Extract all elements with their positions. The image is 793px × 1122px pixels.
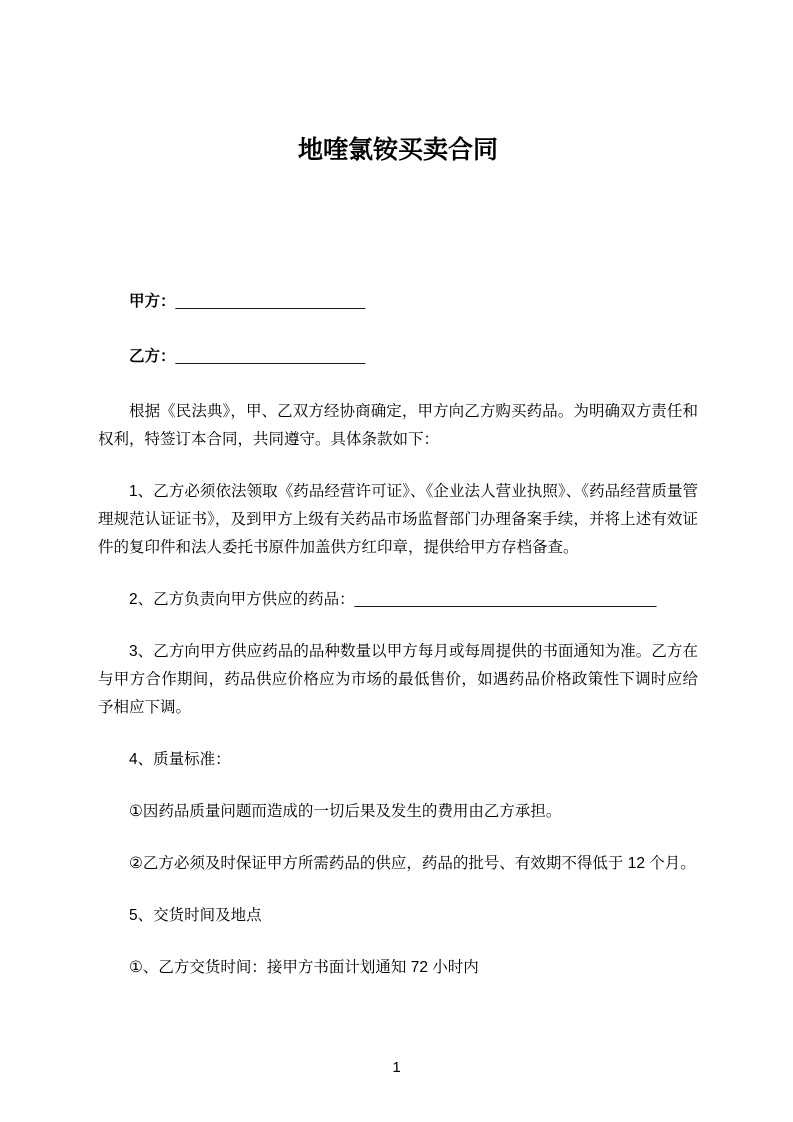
paragraph-clause-1: 1、乙方必须依法领取《药品经营许可证》、《企业法人营业执照》、《药品经营质量管理规范认证证书》，及到甲方上级有关药品市场监督部门办理备案手续，并将上述有效证件的复印件和法人委托书原件加盖供方红印章，提供给甲方存档备查。: [98, 483, 698, 556]
paragraph-clause-5: 5、交货时间及地点: [129, 907, 262, 924]
clause-2-blank: ___________________________________: [354, 591, 657, 608]
party-b-label: 乙方：: [129, 348, 176, 365]
paragraph-clause-4-item-2: ②乙方必须及时保证甲方所需药品的供应，药品的批号、有效期不得低于 12 个月。: [129, 855, 696, 872]
paragraph-clause-4: 4、质量标准：: [129, 751, 231, 768]
party-a-label: 甲方：: [129, 293, 176, 310]
page-number: 1: [392, 1059, 401, 1076]
clause-2-label: 2、乙方负责向甲方供应的药品：: [129, 591, 355, 608]
paragraph-intro: 根据《民法典》，甲、乙双方经协商确定，甲方向乙方购买药品。为明确双方责任和权利，特签订本合同，共同遵守。具体条款如下：: [98, 403, 698, 448]
paragraph-clause-4-item-1: ①因药品质量问题而造成的一切后果及发生的费用由乙方承担。: [129, 803, 562, 820]
party-b-blank: ______________________: [175, 348, 366, 365]
party-a-line: [98, 288, 698, 316]
paragraph-clause-3: 3、乙方向甲方供应药品的品种数量以甲方每月或每周提供的书面通知为准。乙方在与甲方合作期间，药品供应价格应为市场的最低售价，如遇药品价格政策性下调时应给予相应下调。: [98, 643, 698, 716]
paragraph-clause-5-item-1: ①、乙方交货时间：接甲方书面计划通知 72 小时内: [129, 959, 479, 976]
party-a-blank: ______________________: [175, 293, 366, 310]
document-title: 地喹氯铵买卖合同: [297, 136, 498, 164]
paragraph-clause-2: [98, 586, 698, 614]
party-b-line: [98, 343, 698, 371]
